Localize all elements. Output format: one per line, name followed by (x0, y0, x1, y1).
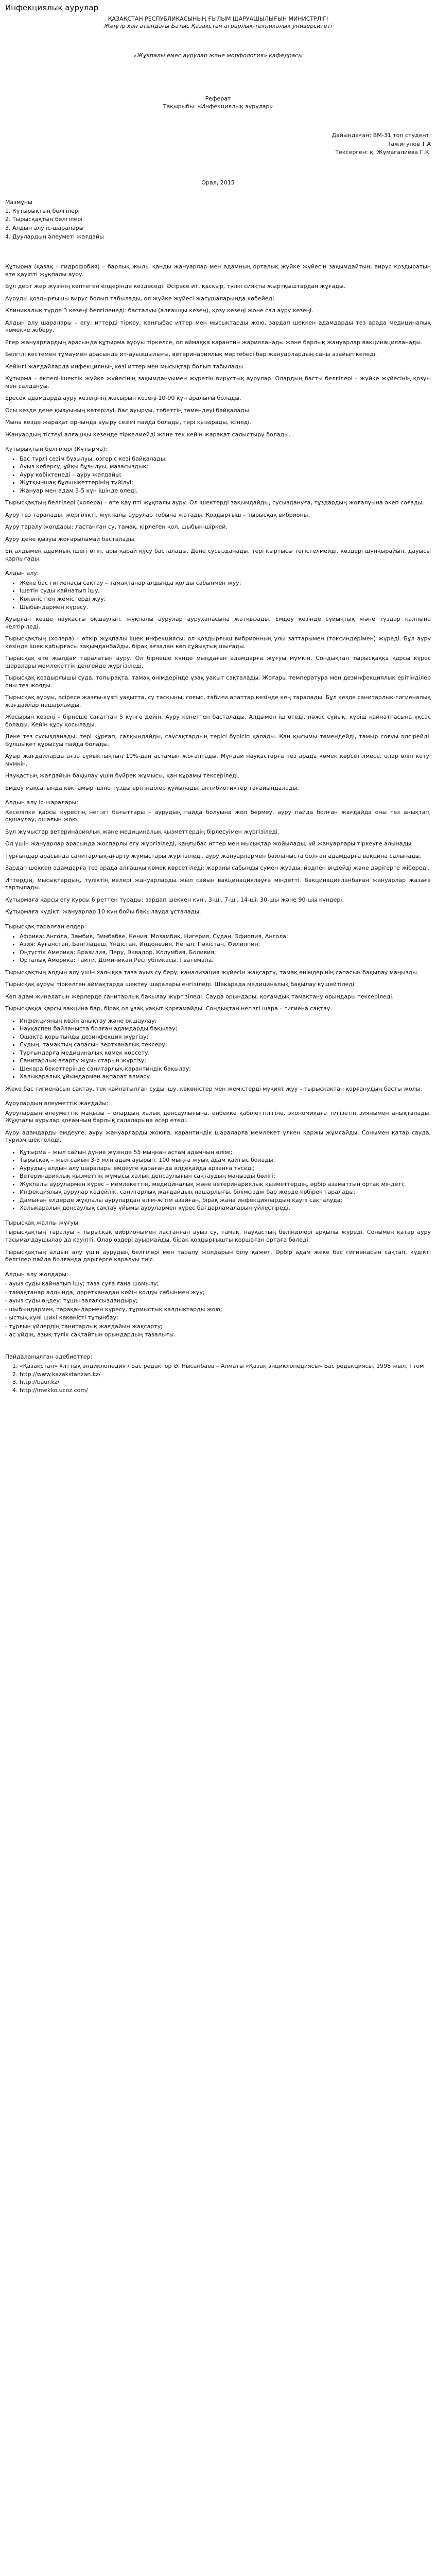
list-item: • Судың, тамақтың сапасын зертханалық тексеру; (20, 1041, 431, 1049)
paragraph: Кұтырма – өкпелі-ішектік жүйке жүйесінің зақымдануымен жүретін вирустық аурулар. Олардың басты белгілері – жүйке жүйесінің қозуы мен салдануы. (5, 375, 431, 389)
university-line: Жәңгір хан атындағы Батыс Қазақстан аграрлық-техникалық университеті (103, 23, 333, 30)
reference-item: 2. http://www.kazakstanzan.kz/ (20, 1371, 431, 1379)
paragraph: Мына кезде жарақат орнында ауыру сезімі пайда болады, тері қызарады, ісінеді. (5, 419, 251, 426)
bullet-list (5, 580, 431, 611)
done-by: Дайындаған: ВМ-31 топ студенті (332, 132, 431, 139)
city-year: Орал, 2015 (201, 179, 235, 186)
paragraph: Құтырмаға күдікті жануарлар 10 күн бойы бақылауда ұсталады. (5, 908, 201, 916)
list-item: • Ветеринариялық қызметтің жұмысы халық денсаулығын сақтаудың маңызды бөлігі; (20, 1173, 431, 1180)
paragraph: Ауру тез таралады, жергілікті, жұқпалы аурулар тобына жатады. Қоздырғыш – тырысқақ вибрионы. (5, 511, 310, 518)
list-item: • Азия: Ауғанстан, Бангладеш, Үндістан, Индонезия, Непал, Пәкістан, Филиппин; (20, 941, 431, 948)
list-item: • Африка: Ангола, Замбия, Зимбабве, Кения, Мозамбик, Нигерия, Судан, Эфиопия, Ангола; (20, 933, 431, 941)
list-item: • Жеке бас гигиенасы сақтау – тамақтанар алдында қолды сабынмен жуу; (20, 580, 431, 587)
paragraph: Тырысқақтың алдын алу үшін аурудың белгілері мен таралу жолдарын білу қажет. Әрбір адам жеке бас гигиенасын сақтап, күдікті белгілер пайда болғанда дәрігерге қаралуы тиіс. (5, 1248, 431, 1263)
paragraph: Ересек адамдарда ауру кезеңінің жасырын кезеңі 10-90 күн аралығы болады. (5, 395, 241, 402)
list-item: • Халықаралық ұйымдармен ақпарат алмасу. (20, 1073, 431, 1081)
reference-item: 4. http://imekko.ucoz.com/ (20, 1387, 431, 1395)
section-heading: Алдын алу жолдары: (5, 1270, 68, 1278)
list-item: • Орталық Америка: Гаити, Доминикан Республикасы, Гватемала. (20, 957, 431, 964)
paragraph: Жануардың тістеуі алғашқы кезеңде тіркелмейді және тек кейін жарақат салыстыру болады. (5, 431, 291, 438)
list-item: • Санитарлық-ағарту жұмыстарын жүргізу; (20, 1057, 431, 1065)
bullet-list (5, 1149, 431, 1212)
paragraph: Тырысқақтың алдын алу үшін халыққа таза ауыз су беру, канализация жүйесін жақсарту, тамақ өнімдерінің сапасын бақылау маңызды. (5, 969, 419, 976)
document-title: Инфекциялық аурулар (5, 3, 99, 12)
list-item: • Көкөніс пен жемістерді жуу; (20, 596, 431, 603)
list-item: • Ауыз кеберсу, ұйқы бұзылуы, мазасыздық; (20, 463, 431, 471)
paragraph: Құтырма (қазақ – гидрофобия) – барлық жылы қанды жануарлар мен адамның орталық жүйке жүйесін зақымдайтын, вирус қоздыратын өте қауіпті жұқпалы ауру. (5, 263, 431, 278)
section-heading: Құтырықтың белгілері (Кұтырма): (5, 446, 108, 453)
dash-line: - тамақтанар алдында, дәретханадан кейін қолды сабынмен жуу; (5, 1289, 205, 1296)
list-item: • Жануар мен адам 3-5 күн ішінде өледі. (20, 487, 431, 495)
paragraph: Ауырған кезде науқасты оқшаулап, жұқпалы аурулар ауруханасына жатқызады. Емдеу кезінде сұйықтық және тұздар қалпына келтіріледі. (5, 616, 431, 630)
contents-item: 1. Кұтырықтың белгілері (5, 207, 80, 214)
contents-item: 3. Алдын алу іс-шаралары (5, 224, 84, 231)
student-name: Тажигулов Т.А (387, 140, 431, 147)
paragraph: Алдын алу шаралары – егу, иттерді тіркеу, қаңғыбас иттер мен мысықтарды жою, зардап шеккен адамдарды тез арада медициналық көмекке жіберу. (5, 319, 431, 334)
section-heading: Алдын алу: (5, 570, 39, 577)
list-item: • Шекара бекеттерінде санитарлық-карантиндік бақылау; (20, 1065, 431, 1073)
list-item: • Науқаспен байланыста болған адамдарды бақылау; (20, 1025, 431, 1033)
list-item: • Құтырма – жыл сайын дүние жүзінде 55 мыңнан астам адамның өлімі; (20, 1149, 431, 1157)
paragraph: Тырысқаққа қарсы вакцина бар, бірақ ол ұзақ уақыт қорғамайды. Сондықтан негізгі шара – гигиена сақтау. (5, 1005, 332, 1012)
list-item: • Аурудың алдын алу шаралары емдеуге қарағанда әлдеқайда арзанға түседі; (20, 1165, 431, 1173)
paragraph: Бұл жұмыстар ветеринариялық және медициналық қызметтердің бірлесуімен жүргізіледі. (5, 828, 280, 835)
paragraph: Ауру адамдарды емдеуге, ауру жануарларды жоюға, карантиндік шараларға мемлекет үлкен қаржы жұмсайды. Сонымен қатар сауда, туризм шектеледі. (5, 1129, 431, 1144)
reference-item: 1. «Қазақстан» Ұлттық энциклопедия / Бас редактор Ә. Нысанбаев – Алматы «Қазақ энциклопедиясы» Бас редакциясы, 1998 жыл, I том (20, 1363, 431, 1370)
paragraph: Тырысқақтың таралуы – тырысқақ вибрионымен ластанған ауыз су, тамақ, науқастың бөлінділері арқылы жүреді. Сонымен қатар ауру тасымалдаушылар да қауіпті. Олар өздері ауырмайды, бірақ қоздырғышты қоршаған ортаға бөледі. (5, 1229, 431, 1243)
paragraph: Ең алдымен адамның ішегі өтіп, ары қарай құсу басталады. Дене сусызданады, тері қыртысы тегістелмейді, көздері шұңқырайып, дауысы қарлығады. (5, 548, 431, 562)
cover-type: Реферат (205, 95, 231, 103)
section-heading: Тырысқақ жалпы жұғуы: (5, 1219, 80, 1226)
paragraph: Тырысқақ ауруы, әсіресе жазғы-күзгі уақытта, су тасқыны, соғыс, табиғи апаттар кезінде кең таралады. Бұл кезде санитарлық-гигиеналық жағдайлар нашарлайды. (5, 694, 431, 708)
list-item: • Ауру көбіктенеді – ауру жағдайы; (20, 471, 431, 479)
list-item: • Жұқпалы аурулармен күрес – мемлекеттің, медициналық және ветеринариялық қызметтердің, әрбір азаматтың ортақ міндеті; (20, 1181, 431, 1189)
list-item: • Жұтқыншақ бұлшықеттерінің түйілуі; (20, 479, 431, 487)
section-heading: Аурулардың әлеуметтік жағдайы: (5, 1100, 109, 1107)
contents-item: 2. Тырысқақтың белгілері (5, 216, 83, 223)
list-item: • Тырысқақ – жыл сайын 3-5 млн адам ауырып, 100 мыңға жуық адам қайтыс болады; (20, 1157, 431, 1164)
paragraph: Иттердің, мысықтардың, түліктің иелері жануарларды жыл сайын вакцинациялауға міндетті. Вакцинацияланбаған жануарлар жазаға тартылады. (5, 876, 431, 891)
paragraph: Тырысқақ ауруы тіркелген аймақтарда шектеу шаралары енгізіледі. Шекарада медициналық бақылау күшейтіледі. (5, 981, 356, 988)
paragraph: Зардап шеккен адамдарға тез арада алғашқы көмек көрсетіледі: жараны сабынды сумен жуады, йодпен өңдейді және дәрігерге жібереді. (5, 865, 430, 872)
paragraph: Құтырмаға қарсы егу курсы 6 реттен тұрады: зардап шеккен күні, 3-ші, 7-ші, 14-ші, 30-шы және 90-шы күндері. (5, 896, 344, 903)
list-item: • Ішетін суды қайнатып ішу; (20, 587, 431, 595)
paragraph: Дене тез сусызданады, тері құрғап, салқындайды, саусақтардың терісі бүрісіп қалады. Қан қысымы төмендейді, тамыр соғуы әлсірейді. Бұлшықет құрысуы пайда болады. (5, 733, 431, 748)
dash-line: - ас үйдің, азық-түлік сақтайтын орындардың тазалығы. (5, 1331, 176, 1338)
list-item: • Ошақта қорытынды дезинфекция жүргізу; (20, 1033, 431, 1041)
paragraph: Бұл дерт жер жүзінің көптеген елдерінде кездеседі. Әсіресе ит, қасқыр, түлкі сияқты жыртқыштардан жұғады. (5, 283, 345, 290)
bullet-list (5, 933, 431, 964)
list-item: • Дамыған елдерде жұқпалы аурулардан өлім-жітім азайған, бірақ жаңа инфекциялардың қаупі сақталуда; (20, 1197, 431, 1205)
section-heading: Тырысқақ таралған елдер: (5, 923, 86, 930)
paragraph: Кеселіпке қарсы күрестің негізгі бағыттары – аурудың пайда болуына жол бермеу, ауру пайда болған жағдайда оны тез анықтап, оқшаулау, ошағын жою. (5, 808, 431, 823)
references-list (5, 1363, 431, 1394)
list-item: • Халықаралық денсаулық сақтау ұйымы аурулармен күрес бағдарламаларын үйлестіреді. (20, 1205, 431, 1212)
list-item: • Оңтүстік Америка: Бразилия, Перу, Эквадор, Колумбия, Боливия; (20, 949, 431, 957)
paragraph: Емдеу мақсатында көктамыр ішіне тұзды ерітінділер құйылады, антибиотиктер тағайындалады. (5, 784, 299, 791)
paragraph: Ауру таралу жолдары: ластанған су, тамақ, кірлеген қол, шыбын-шіркей. (5, 523, 228, 531)
dash-line: - ауыз суды қайнатып ішу; таза суға ғана шомылу; (5, 1280, 159, 1287)
dash-line: - ыстық күні шикі көкөністі тұтынбау; (5, 1314, 118, 1321)
paragraph: Клиникалық түрде 3 кезеңі белгіленеді: басталуы (алғашқы кезең), қозу кезеңі және сал ауру кезеңі. (5, 307, 313, 314)
department-line: «Жұқпалы емес аурулар және морфология» кафедрасы (133, 52, 303, 59)
paragraph: Тырысқақ өте жылдам таралатын ауру. Ол бірнеше күнде мыңдаған адамдарға жұғуы мүмкін. Сондықтан тырысқаққа қарсы күрес шаралары мемлекеттік деңгейде жүргізіледі. (5, 655, 431, 669)
contents-item: 4. Дуулардың әлеуметі жағдайы (5, 233, 104, 240)
list-item: • Тұрғындарға медициналық көмек көрсету; (20, 1049, 431, 1057)
dash-line: - шыбындармен, тарақандармен күресу, тұрмыстық қалдықтарды жою; (5, 1306, 222, 1313)
paragraph: Жасырын кезеңі – бірнеше сағаттан 5 күнге дейін. Ауру кенеттен басталады. Алдымен іш өтеді, нәжіс сұйық, күріш қайнатпасына ұқсас болады. Кейін құсу қосылады. (5, 714, 431, 728)
paragraph: Науқастың жағдайын бақылау үшін бүйрек жұмысы, қан құрамы тексеріледі. (5, 772, 240, 779)
contents-heading: Мазмұны (5, 199, 32, 206)
section-heading: Алдын алу іс-шаралары: (5, 799, 79, 806)
paragraph: Тырысқақтың белгілері (холера) – өте қауіпті жұқпалы ауру. Ол ішектерді зақымдайды, сусыздануға, тұздардың жоғалуына әкеп соғады. (5, 499, 424, 506)
bullet-list (5, 455, 431, 495)
paragraph: Аурулардың әлеуметтік маңызы – олардың халық денсаулығына, еңбекке қабілеттілігіне, экономикаға тигізетін зиянымен анықталады. Жұқпалы аурулар қоғамның барлық салаларына әсер етеді. (5, 1109, 431, 1124)
paragraph: Егер жануарлардың арасында құтырма ауруы тіркелсе, ол аймаққа карантин жарияланады және барлық жануарлар вакцинацияланады. (5, 338, 423, 346)
dash-line: - тұрғын үйлердің санитарлық жағдайын жақсарту; (5, 1323, 163, 1330)
list-item: • Инфекцияның көзін анықтау және оқшаулау; (20, 1018, 431, 1025)
bullet-list (5, 1018, 431, 1081)
paragraph: Ауру дене қызуы жоғарыламай басталады. (5, 535, 136, 543)
checked-by: Тексерген: қ. Жумагалиева Г.К. (335, 149, 431, 156)
ministry-line: ҚАЗАҚСТАН РЕСПУБЛИКАСЫНЫҢ ҒЫЛЫМ ШАРУАШЫЛЫҒЫН МИНИСТРЛІГІ (108, 15, 328, 22)
paragraph: Тырысқақтың (холера) – өткір жұқпалы ішек инфекциясы, ол қоздырғыш вибрионның улы заттарымен (токсиндерімен) жүреді. Бұл ауру кезінде ішек қабырғасы зақымданбайды, бірақ ағзадан көп сұйықтық шығады. (5, 635, 431, 650)
list-item: • Шыбындармен күресу. (20, 604, 431, 612)
references-heading: Пайдаланылған әдебиеттер: (5, 1353, 93, 1360)
paragraph: Ауруды қоздырғышы вирус болып табылады, ол жүйке жүйесі жасушаларында көбейеді. (5, 295, 276, 302)
paragraph: Тұрғындар арасында санитарлық-ағарту жұмыстары жүргізіледі, ауру жануарлармен байланыста болған адамдарға вакцина салынады. (5, 852, 422, 859)
paragraph: Кейінгі жағдайларда инфекцияның көзі иттер мен мысықтар болып табылады. (5, 363, 245, 370)
paragraph: Осы кезде дене қызуының көтерілуі, бас ауыруы, тәбеттің төмендеуі байқалады. (5, 406, 251, 414)
dash-line: - ауыз суды өңдеу: тұщы залалсыздандыру; (5, 1297, 138, 1304)
paragraph: Көп адам жиналатын жерлерде санитарлық бақылау жүргізіледі. Сауда орындары, қоғамдық тамақтану орындары тексеріледі. (5, 993, 394, 1000)
reference-item: 3. http://baur.kz/ (20, 1379, 431, 1386)
cover-topic: Тақырыбы: «Инфекциялық аурулар» (163, 103, 273, 110)
list-item: • Бас түрлі сезім бұзылуы, өзгеріс кезі байқалады; (20, 455, 431, 463)
paragraph: Ол үшін жануарлар арасында жоспарлы егу жүргізіледі, қаңғыбас иттер мен мысықтар жойылады, үй жануарлары тіркеуге алынады. (5, 840, 413, 848)
paragraph: Белгілі кестемен тұмаумен арасында ит-ауызшылығы, ветеринариялық мәртебесі бар жануарлардың саны азайып келеді. (5, 351, 377, 358)
list-item: • Инфекциялық аурулар кедейлік, санитарлық жағдайдың нашарлығы, білімсіздік бар жерде көбірек таралады; (20, 1189, 431, 1196)
paragraph: Ауыр жағдайларда ағза сұйықтықтың 10%-дан астамын жоғалтады. Мұндай науқастарға тез арада көмек көрсетілмесе, олар өліп кетуі мүмкін. (5, 753, 431, 767)
paragraph: Жеке бас гигиенасын сақтау, тек қайнатылған суды ішу, көкөністер мен жемістерді мұқият жуу – тырысқақтан қорғанудың басты жолы. (5, 1085, 422, 1092)
paragraph: Тырысқақ қоздырғышы суда, топырақта, тамақ өнімдерінде ұзақ уақыт сақталады. Жоғары температура мен дезинфекциялық ерітінділер оны тез жояды. (5, 674, 431, 689)
